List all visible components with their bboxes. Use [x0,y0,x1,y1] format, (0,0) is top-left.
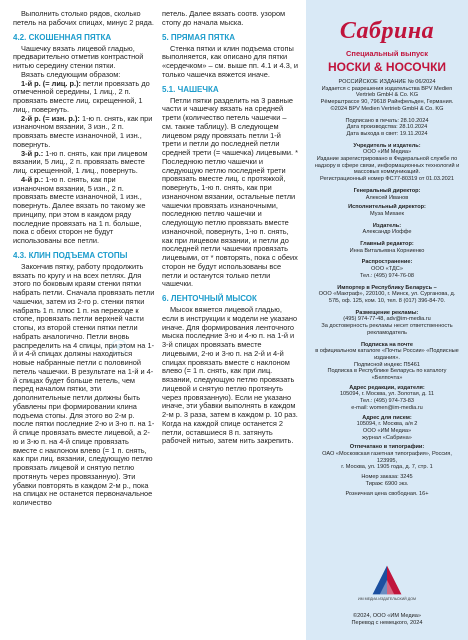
imprint-label: Отпечатано в типографии: [349,444,425,451]
imprint-label: Импортер в Республику Беларусь – [337,284,437,291]
logo-caption: ИМ МЕДИА ИЗДАТЕЛЬСКИЙ ДОМ [358,597,416,601]
imprint-label: Адрес редакции, издателя: [349,384,425,391]
imprint-label: Учредитель и издатель: [353,142,421,149]
imprint-line: в официальном каталоге «Почты России» «Подписные издания». [315,348,459,361]
imprint-line: журнал «Сабрина» [362,434,412,441]
row-instruction-2 [13,115,155,150]
imprint-block-exec [306,204,468,217]
imprint-line: Рёмерштрассе 90, 79618 Райнфельден, Германия. [320,99,454,106]
text-column-middle [162,10,299,446]
section-title-5-1: 5.1. ЧАШЕЧКА [162,84,219,94]
brand-title: Сабрина [339,18,435,44]
edition-label: Специальный выпуск [346,49,428,58]
section-title-4-2: 4.2. СКОШЕННАЯ ПЯТКА [13,32,112,42]
imprint-line: РОССИЙСКОЕ ИЗДАНИЕ № 06/2024 [338,79,436,85]
imprint-block-publisher [306,223,468,236]
paragraph: Петли пятки разделить на 3 равные части и чашечку вязать на средней трети (количество петель чашечки – см. также таблицу). В следующем лицевом ряду провязать петли 1-й трети и петли до последней петли средней трети (= чашечка) лицевыми. * Последнюю петлю чашечки и следующую петлю последней трети провязать вместе лиц. с протяжкой, повернуть, 1-ю п. снять, как при изнаночном вязании, остальные петли чашечки провязать изнаночными, последнюю петлю чашечки и следующую петлю провязать вместе изнаночной, повернуть, 1-ю п. снять, как при лицевом вязании, и петли до последней петли чашечки провязать лицевыми, от * повторять, пока с обеих сторон не будут использованы все петли и останутся только петли чашечки. [162,95,298,289]
issue-subtitle: НОСКИ & НОСОЧКИ [327,60,447,74]
imprint-line: Дата выхода в свет: 19.11.2024 [346,130,428,137]
imprint-label: Издатель: [372,222,402,229]
imprint-line: Тел.: (495) 974-73-83 [359,398,415,405]
imprint-block-address [306,385,468,412]
imprint-block-ads [306,310,468,337]
imprint-block-ceo [306,188,468,201]
imprint-label: Подписка на почте [360,341,414,348]
imprint-block-importer [306,285,468,305]
row-label: 2-й р. (= изн. р.): [21,113,80,123]
im-media-logo-icon [369,562,405,598]
row-instruction-3 [13,150,155,176]
imprint-block-subscription [306,342,468,382]
paragraph: петель. Далее вязать соотв. узором стопу до начала мыска. [162,9,286,27]
imprint-block-founder [306,143,468,183]
section-title-6: 6. ЛЕНТОЧНЫЙ МЫСОК [162,294,257,303]
imprint-line: ©2024 BPV Medien Vertrieb GmbH & Co. KG [330,105,444,112]
imprint-line: ООО «ИМ Медиа» [362,427,412,434]
watermark-icon [110,338,128,356]
paragraph-intro: Выполнить столько рядов, сколько петель на рабочих спицах, минус 2 ряда. [13,9,154,27]
imprint-line: ООО «Макграф», 220100, г. Минск, ул. Сурганова, д. 57Б, оф. 125, ком. 10, тел. 8 (017) 396-84-70. [318,291,456,304]
imprint-block-price [306,491,468,498]
row-label: 3-й р.: [21,148,44,158]
imprint-label: Генеральный директор: [353,187,421,194]
imprint-block-distribution [306,259,468,279]
imprint-line: 105094, г. Москва, ул. Золотая, д. 11 [339,391,435,398]
row-text: петли провязать до отмеченной середины, 1 лиц., 2 п. провязать вместе лиц. скрещенной, 1 лиц., повернуть. [13,78,150,114]
text-column-left [13,10,155,508]
imprint-block-order [306,474,468,487]
imprint-line: Регистрационный номер ФС77-80319 от 01.03.2021 [319,176,455,183]
imprint-line: Муза Михаек [370,210,404,217]
section-title-4-3: 4.3. КЛИН ПОДЪЕМА СТОПЫ [13,250,128,260]
imprint-line: Издается с разрешения издательства BPV Medien Vertrieb GmbH & Co. KG [321,85,453,99]
imprint-line: Подписной индекс П5461 [353,361,421,368]
imprint-line: Алексей Иванов [365,194,409,201]
imprint-line: Тел.: (495) 974-76-08 [359,272,415,279]
row-text: 1-ю п. снять, как при изнаночном вязании, 5 изн., 2 п. провязать вместе изнаночной, 1 изн., повернуть. Далее вязать по такому же принципу, при этом в каждом ряду последние провязать на 1 п. больше, пока с обеих сторон не будут использованы все петли. [13,174,146,245]
imprint-line: Инна Витальевна Корниенко [349,247,425,254]
imprint-line: (495) 974-77-48, adv@im-media.ru [343,316,431,323]
row-text: 1-ю п. снять, как при изнаночном вязании, 3 изн., 2 п. провязать вместе изнаночной, 1 изн., повернуть. [13,113,153,149]
row-text: 1-ю п. снять, как при лицевом вязании, 5 лиц., 2 п. провязать вместе лиц. скрещенной, 1 лиц., повернуть. [13,148,148,175]
section-title-5: 5. ПРЯМАЯ ПЯТКА [162,32,235,42]
imprint-line: e-mail: women@im-media.ru [351,404,423,411]
imprint-line: Подписано в печать: 28.10.2024 [345,117,429,124]
imprint-line: 105094, г. Москва, а/я 2 [356,421,418,428]
imprint-line: Дата производства: 28.10.2024 [346,124,428,131]
row-label: 1-й р. (= лиц. р.): [21,78,81,88]
imprint-label: Исполнительный директор: [348,204,426,211]
paragraph: Чашечку вязать лицевой гладью, предварительно отметив контрастной нитью середину стенки пятки. [13,43,144,70]
imprint-block-letters [306,415,468,442]
imprint-block-edition [306,79,468,113]
imprint-line: Издание зарегистрировано в Федеральной службе по надзору в сфере связи, информационных технологий и массовых коммуникаций. [314,156,460,176]
imprint-line: ООО «ТДС» [371,266,403,273]
imprint-line: Розничная цена свободная. 16+ [345,490,429,497]
imprint-label: Главный редактор: [360,241,414,248]
imprint-label: Размещение рекламы: [355,309,419,316]
imprint-label: Распространение: [361,259,413,266]
paragraph: Мысок вяжется лицевой гладью, если в инструкции к модели не указано иначе. Для формирования ленточного мыска последние 3-ю и 4-ю п. на 1-й и 3-й спицах провязать вместе лицевыми, 2-ю и 3-ю п. на 2-й и 4-й спицах провязать вместе с наклоном влево (= 1 п. снять, как при лиц. вязании, следующую петлю провязать лицевой и снятую петлю протянуть через провязанную). Если не указано иначе, эти убавки выполнять в каждом 2-м р. 3 раза, затем в каждом р. 10 раз. Когда на каждой спице останется 2 петли, оставшиеся 8 п. затянуть рабочей нитью, затем нить закрепить. [162,305,298,446]
imprint-line: ОАО «Московская газетная типография», Россия, 123995, [322,451,452,464]
imprint-sidebar [306,0,468,640]
imprint-line: ООО «ИМ Медиа» [362,149,412,156]
imprint-line: г. Москва, ул. 1905 года, д. 7, стр. 1 [341,464,433,471]
imprint-line: Тираж: 6900 экз. [365,480,409,487]
copyright [306,613,468,626]
copyright-line: ©2024, ООО «ИМ Медиа» [353,613,421,619]
paragraph: Закончив пятку, работу продолжить вязать по кругу и на всех петлях. Для этого по боковым краям стенки пятки набрать петли. Сначала провязать петли чашечки, затем из 2-го р. стенки пятки набрать 1 п. плюс 1 п. на переходе к стопе, провязать петли верхней части стопы, из второй стенки пятки петли набрать аналогично. Петли вновь распределить на 4 спицы, при этом на 1-й и 4-й спицах должны находиться новые набранные петли с половиной петель чашечки. В результате на 1-й и 4-й спицах будет больше петель, чем перед началом пятки, эти дополнительные петли должны быть убавлены при формировании клина подъема стопы. Для этого во 2-м р. после пятки последние 2-ю и 3-ю п. на 1-й спице провязать вместе лицевой, а 2-ю и 3-ю п. на 4-й спице провязать вместе с наклоном влево (= 1 п. снять, как при лиц. вязании, следующую петлю провязать лицевой и снятую петлю протянуть через провязанную). Эти убавки повторять в каждом 2-м р., пока на спицах не останется первоначальное количество [13,261,155,507]
imprint-line: За достоверность рекламы несет ответственность рекламодатель [321,323,453,336]
imprint-block-dates [306,118,468,138]
imprint-line: Номер заказа: 3245 [361,474,413,481]
paragraph: Стенка пятки и клин подъема стопы выполняется, как описано для пятки «сердечком» – см. выше пп. 4.1 и 4.3, и только чашечка вяжется иначе. [162,43,299,79]
row-label: 4-й р.: [21,174,44,184]
row-instruction-4 [13,176,155,246]
imprint-block-editor [306,241,468,254]
imprint-line: Александр Иоффе [362,229,412,236]
imprint-block-printing [306,444,468,471]
paragraph: Вязать следующим образом: [21,69,121,79]
imprint-label: Адрес для писем: [362,414,412,421]
copyright-line: Перевод с немецкого, 2024 [351,619,423,626]
imprint-line: Подписка в Республике Беларусь по каталогу «Белпочта» [327,368,447,382]
row-instruction-1 [13,80,155,115]
